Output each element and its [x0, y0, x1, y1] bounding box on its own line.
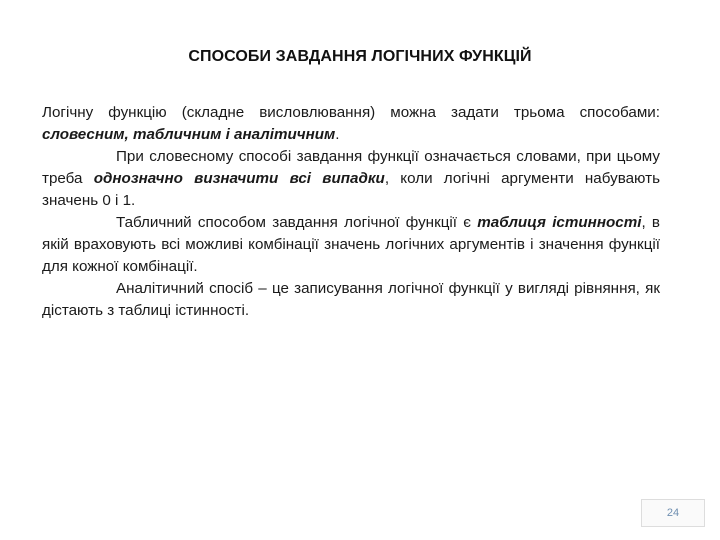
- paragraph-table-end: , в якій враховують всі можливі комбінації значень логічних аргументів і значення функції для кожної комбінації.: [42, 214, 660, 275]
- paragraph-verbal: [42, 146, 660, 212]
- paragraph-intro-emphasis: словесним, табличним і аналітичним: [42, 126, 336, 143]
- paragraph-verbal-end: , коли логічні аргументи набувають значень 0 і 1.: [42, 170, 660, 209]
- paragraph-intro: [42, 102, 660, 146]
- paragraph-intro-end: .: [335, 126, 340, 143]
- slide-title: СПОСОБИ ЗАВДАННЯ ЛОГІЧНИХ ФУНКЦІЙ: [188, 48, 532, 65]
- page-number-box: [641, 499, 705, 527]
- paragraph-table-text: Табличний способом завдання логічної функції є: [116, 214, 478, 231]
- paragraph-table: [42, 212, 660, 278]
- paragraph-verbal-text: При словесному способі завдання функції означається словами, при цьому треба: [42, 148, 660, 187]
- paragraph-analytic-text: Аналітичний спосіб – це записування логічної функції у вигляді рівняння, як дістають з таблиці істинності.: [42, 280, 660, 319]
- paragraph-table-emphasis: таблиця істинності: [477, 214, 642, 231]
- paragraph-analytic: [42, 278, 660, 322]
- paragraph-verbal-emphasis: однозначно визначити всі випадки: [93, 170, 385, 187]
- page-number: 24: [666, 507, 680, 519]
- paragraph-intro-text: Логічну функцію (складне висловлювання) можна задати трьома способами:: [42, 104, 660, 121]
- slide-body: [42, 102, 660, 322]
